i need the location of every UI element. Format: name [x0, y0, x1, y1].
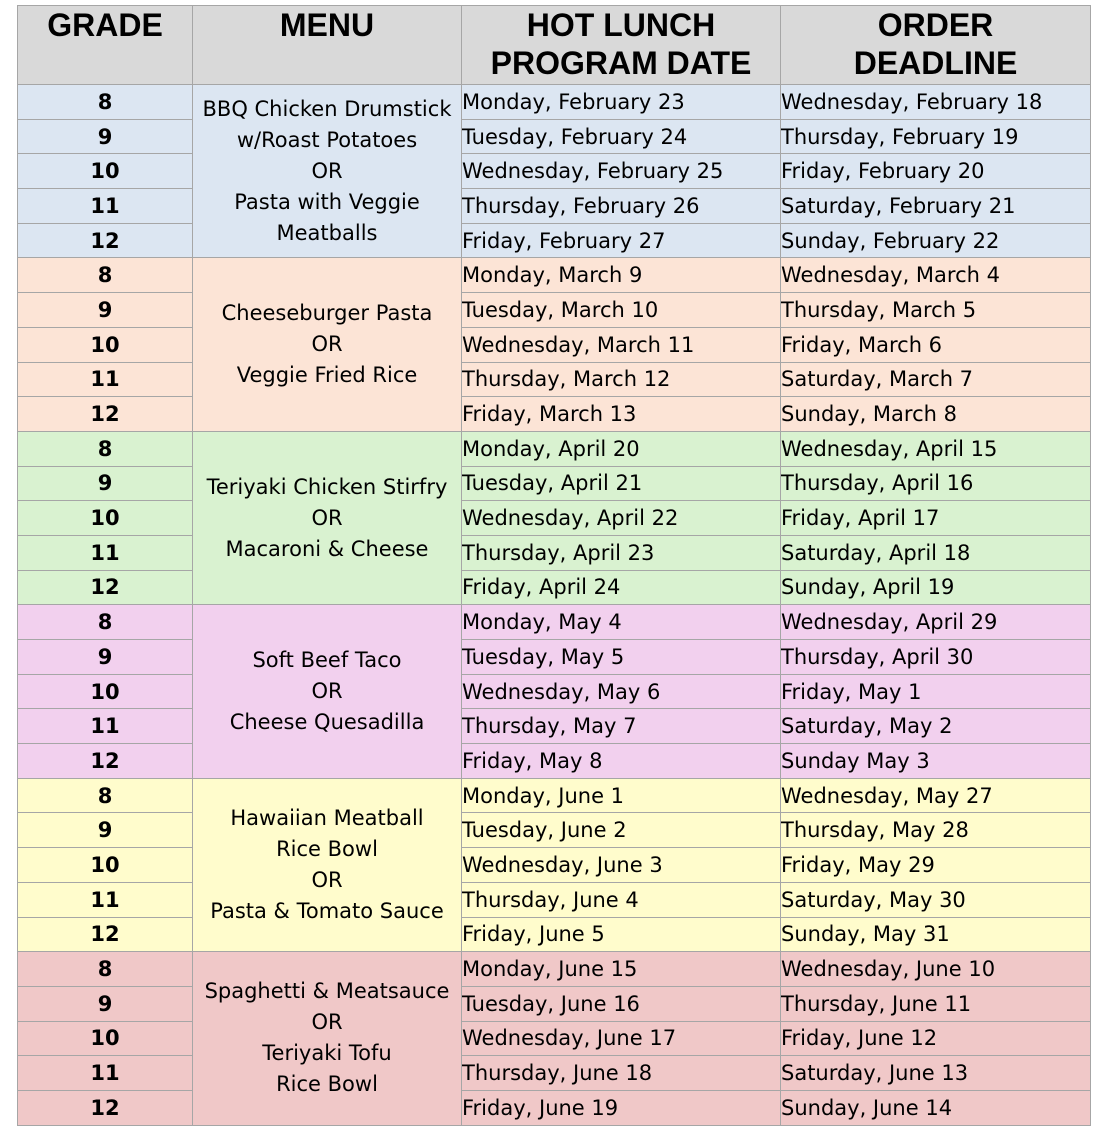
menu-column-header — [193, 6, 462, 85]
program-date-cell: Friday, March 13 — [462, 397, 781, 432]
program-date-header-line: HOT LUNCH — [526, 7, 716, 43]
menu-option-line: Teriyaki Tofu — [262, 1041, 392, 1066]
grade-cell: 12 — [18, 397, 193, 432]
menu-or-separator: OR — [311, 505, 343, 530]
program-date-cell: Wednesday, June 17 — [462, 1021, 781, 1056]
order-deadline-cell: Friday, May 1 — [781, 674, 1091, 709]
menu-option-line: Veggie Fried Rice — [236, 363, 418, 388]
menu-option-line: Meatballs — [276, 220, 378, 245]
menu-option-line: Macaroni & Cheese — [225, 536, 429, 561]
schedule-row — [18, 605, 1091, 640]
grade-column-header — [18, 6, 193, 85]
menu-or-separator: OR — [311, 332, 343, 357]
schedule-row — [18, 744, 1091, 779]
schedule-row — [18, 258, 1091, 293]
menu-cell — [193, 605, 462, 778]
grade-cell: 8 — [18, 952, 193, 987]
menu-option-line: Pasta & Tomato Sauce — [210, 898, 444, 923]
grade-cell: 9 — [18, 119, 193, 154]
schedule-row — [18, 778, 1091, 813]
program-date-cell: Tuesday, June 2 — [462, 813, 781, 848]
grade-cell: 9 — [18, 293, 193, 328]
order-deadline-cell: Thursday, April 30 — [781, 640, 1091, 675]
grade-cell: 10 — [18, 848, 193, 883]
order-deadline-cell: Thursday, March 5 — [781, 293, 1091, 328]
order-deadline-cell: Sunday, February 22 — [781, 223, 1091, 258]
schedule-row — [18, 154, 1091, 189]
order-deadline-cell: Wednesday, June 10 — [781, 952, 1091, 987]
schedule-row — [18, 1090, 1091, 1125]
grade-cell: 11 — [18, 709, 193, 744]
menu-or-separator: OR — [311, 1010, 343, 1035]
schedule-row — [18, 640, 1091, 675]
order-deadline-cell: Wednesday, February 18 — [781, 85, 1091, 120]
menu-cell — [193, 85, 462, 258]
order-deadline-cell: Thursday, February 19 — [781, 119, 1091, 154]
program-date-cell: Thursday, June 4 — [462, 882, 781, 917]
order-deadline-cell: Thursday, April 16 — [781, 466, 1091, 501]
schedule-row — [18, 709, 1091, 744]
program-date-cell: Tuesday, May 5 — [462, 640, 781, 675]
program-date-cell: Monday, March 9 — [462, 258, 781, 293]
menu-or-separator: OR — [311, 867, 343, 892]
grade-cell: 10 — [18, 501, 193, 536]
menu-or-separator: OR — [311, 679, 343, 704]
program-date-cell: Wednesday, February 25 — [462, 154, 781, 189]
order-deadline-cell: Friday, June 12 — [781, 1021, 1091, 1056]
order-deadline-cell: Thursday, June 11 — [781, 986, 1091, 1021]
grade-cell: 11 — [18, 189, 193, 224]
schedule-row — [18, 882, 1091, 917]
program-date-cell: Wednesday, May 6 — [462, 674, 781, 709]
menu-or-separator: OR — [311, 158, 343, 183]
schedule-row — [18, 362, 1091, 397]
grade-cell: 9 — [18, 466, 193, 501]
order-deadline-cell: Wednesday, March 4 — [781, 258, 1091, 293]
grade-cell: 11 — [18, 882, 193, 917]
schedule-row — [18, 119, 1091, 154]
grade-cell: 8 — [18, 258, 193, 293]
schedule-row — [18, 327, 1091, 362]
schedule-row — [18, 1021, 1091, 1056]
schedule-row — [18, 952, 1091, 987]
grade-cell: 9 — [18, 986, 193, 1021]
grade-cell: 12 — [18, 570, 193, 605]
schedule-row — [18, 501, 1091, 536]
order-deadline-cell: Sunday, June 14 — [781, 1090, 1091, 1125]
grade-cell: 10 — [18, 674, 193, 709]
menu-option-line: Cheese Quesadilla — [229, 710, 425, 735]
program-date-cell: Tuesday, April 21 — [462, 466, 781, 501]
menu-option-line: Pasta with Veggie — [234, 189, 420, 214]
menu-option-line: BBQ Chicken Drumstick — [202, 96, 452, 121]
menu-option-line: Teriyaki Chicken Stirfry — [206, 474, 448, 499]
hot-lunch-schedule-table — [17, 5, 1091, 1126]
menu-option-line: Rice Bowl — [276, 1072, 378, 1097]
program-date-cell: Friday, June 19 — [462, 1090, 781, 1125]
menu-cell — [193, 258, 462, 431]
grade-cell: 8 — [18, 605, 193, 640]
order-deadline-cell: Saturday, June 13 — [781, 1056, 1091, 1091]
schedule-row — [18, 1056, 1091, 1091]
grade-cell: 12 — [18, 1090, 193, 1125]
program-date-column-header — [462, 6, 781, 85]
order-deadline-cell: Sunday, April 19 — [781, 570, 1091, 605]
schedule-row — [18, 674, 1091, 709]
menu-header-label: MENU — [279, 7, 375, 43]
program-date-cell: Monday, April 20 — [462, 431, 781, 466]
grade-cell: 8 — [18, 431, 193, 466]
program-date-cell: Friday, June 5 — [462, 917, 781, 952]
order-deadline-cell: Friday, March 6 — [781, 327, 1091, 362]
grade-cell: 10 — [18, 1021, 193, 1056]
program-date-cell: Wednesday, March 11 — [462, 327, 781, 362]
order-deadline-cell: Saturday, March 7 — [781, 362, 1091, 397]
order-deadline-cell: Saturday, February 21 — [781, 189, 1091, 224]
menu-option-line: Soft Beef Taco — [252, 648, 402, 673]
grade-cell: 12 — [18, 223, 193, 258]
schedule-row — [18, 848, 1091, 883]
grade-cell: 8 — [18, 778, 193, 813]
order-deadline-cell: Wednesday, April 15 — [781, 431, 1091, 466]
menu-cell — [193, 778, 462, 951]
program-date-cell: Monday, June 1 — [462, 778, 781, 813]
order-deadline-cell: Saturday, May 30 — [781, 882, 1091, 917]
program-date-cell: Monday, May 4 — [462, 605, 781, 640]
program-date-cell: Tuesday, June 16 — [462, 986, 781, 1021]
program-date-cell: Monday, June 15 — [462, 952, 781, 987]
grade-cell: 11 — [18, 362, 193, 397]
order-deadline-cell: Saturday, May 2 — [781, 709, 1091, 744]
menu-cell — [193, 952, 462, 1125]
schedule-row — [18, 85, 1091, 120]
schedule-row — [18, 813, 1091, 848]
menu-option-line: w/Roast Potatoes — [236, 127, 418, 152]
schedule-row — [18, 397, 1091, 432]
schedule-row — [18, 986, 1091, 1021]
program-date-cell: Friday, April 24 — [462, 570, 781, 605]
order-deadline-cell: Friday, February 20 — [781, 154, 1091, 189]
program-date-cell: Wednesday, April 22 — [462, 501, 781, 536]
program-date-cell: Tuesday, March 10 — [462, 293, 781, 328]
grade-cell: 9 — [18, 813, 193, 848]
menu-option-line: Cheeseburger Pasta — [221, 301, 433, 326]
grade-cell: 10 — [18, 154, 193, 189]
schedule-row — [18, 223, 1091, 258]
order-deadline-cell: Wednesday, April 29 — [781, 605, 1091, 640]
schedule-row — [18, 189, 1091, 224]
schedule-row — [18, 535, 1091, 570]
grade-cell: 9 — [18, 640, 193, 675]
program-date-cell: Tuesday, February 24 — [462, 119, 781, 154]
program-date-cell: Friday, February 27 — [462, 223, 781, 258]
grade-cell: 12 — [18, 744, 193, 779]
grade-cell: 11 — [18, 535, 193, 570]
program-date-cell: Thursday, June 18 — [462, 1056, 781, 1091]
program-date-cell: Thursday, April 23 — [462, 535, 781, 570]
program-date-header-line: PROGRAM DATE — [490, 45, 752, 81]
schedule-row — [18, 431, 1091, 466]
order-deadline-cell: Sunday, May 31 — [781, 917, 1091, 952]
grade-header-label: GRADE — [47, 7, 163, 43]
grade-cell: 11 — [18, 1056, 193, 1091]
program-date-cell: Wednesday, June 3 — [462, 848, 781, 883]
menu-option-line: Rice Bowl — [276, 836, 378, 861]
program-date-cell: Thursday, March 12 — [462, 362, 781, 397]
schedule-row — [18, 917, 1091, 952]
order-deadline-cell: Friday, May 29 — [781, 848, 1091, 883]
menu-option-line: Spaghetti & Meatsauce — [204, 979, 450, 1004]
order-deadline-cell: Thursday, May 28 — [781, 813, 1091, 848]
deadline-column-header — [781, 6, 1091, 85]
order-deadline-cell: Saturday, April 18 — [781, 535, 1091, 570]
menu-option-line: Hawaiian Meatball — [230, 805, 424, 830]
order-deadline-cell: Wednesday, May 27 — [781, 778, 1091, 813]
program-date-cell: Monday, February 23 — [462, 85, 781, 120]
deadline-header-line: DEADLINE — [853, 45, 1018, 81]
schedule-row — [18, 293, 1091, 328]
deadline-header-line: ORDER — [877, 7, 994, 43]
order-deadline-cell: Sunday, March 8 — [781, 397, 1091, 432]
schedule-row — [18, 466, 1091, 501]
menu-cell — [193, 431, 462, 604]
schedule-body — [18, 85, 1091, 1126]
grade-cell: 10 — [18, 327, 193, 362]
order-deadline-cell: Friday, April 17 — [781, 501, 1091, 536]
order-deadline-cell: Sunday May 3 — [781, 744, 1091, 779]
program-date-cell: Friday, May 8 — [462, 744, 781, 779]
program-date-cell: Thursday, May 7 — [462, 709, 781, 744]
grade-cell: 8 — [18, 85, 193, 120]
program-date-cell: Thursday, February 26 — [462, 189, 781, 224]
header-row — [18, 6, 1091, 85]
schedule-row — [18, 570, 1091, 605]
grade-cell: 12 — [18, 917, 193, 952]
